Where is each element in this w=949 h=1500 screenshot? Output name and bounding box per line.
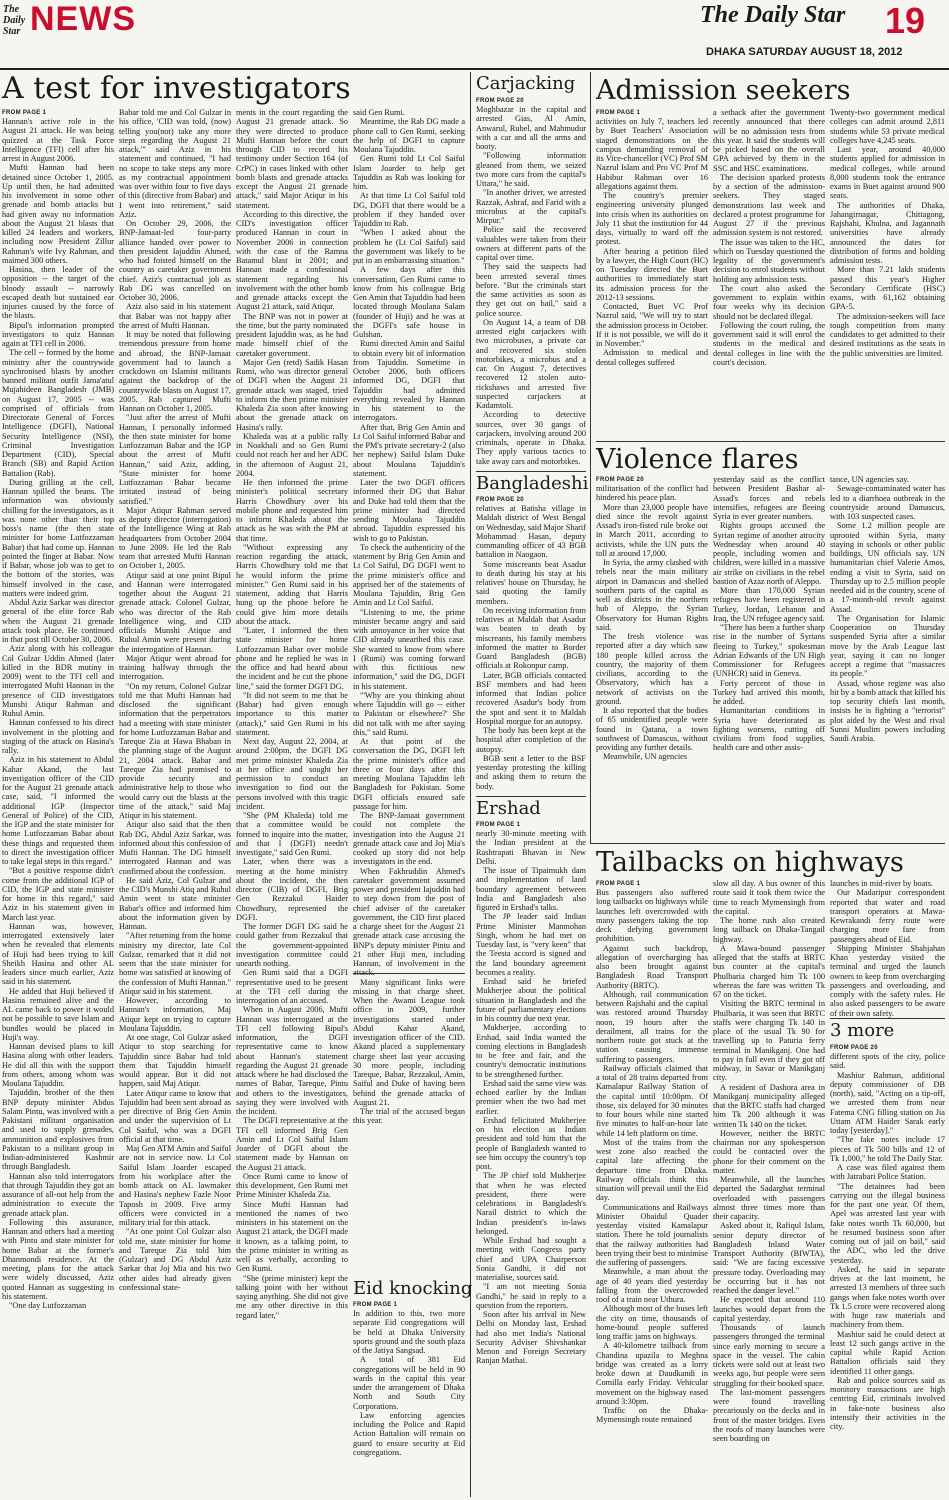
headline-tailbacks: Tailbacks on highways bbox=[596, 847, 904, 878]
paragraph: On receiving information from relatives at Maldah that Asadur was beaten to death by miscreants, his family members informed the matter to Border Guard Bangladesh (BGB) officials at Rokonpur camp. bbox=[476, 605, 586, 671]
paragraph: Rab and police sources said as monitory transactions are high centring Eid, criminals involved in fake-note business also intensify their activities in the city. bbox=[830, 1375, 945, 1431]
paragraph: When Fakhruddin Ahmed's caretaker government assumed power and president Iajuddin had to step down from the post of chief adviser of the caretaker government, the CID first placed a charge sheet for the August 21 grenade attack case accusing the BNP's deputy minister Pintu and 21 other Huji men, including Hannan, of involvement in the bbox=[353, 866, 465, 968]
paragraph: Ershad said the same view was echoed earlier by the Indian premier when the two had met earlier. bbox=[476, 1078, 586, 1116]
paragraph: In Syria, the army clashed with rebels near the main military airport in Damascus and shelled southern parts of the capital as well as districts in the northern hub of Aleppo, the Syrian Observatory for Human Rights said. bbox=[596, 558, 708, 632]
paragraph: At one stage, Col Gulzar asked Atiqur to stop searching for Tajuddin since Babar had told them that Tajuddin himself would appear. But it did not happen, said Maj Atiqur. bbox=[119, 1033, 231, 1089]
story-divider bbox=[830, 1018, 945, 1019]
paragraph: "The detainees had been carrying out the illegal business for the past one year. Of them, Apel was arrested last year with fake notes worth Tk 60,000, but he resumed business soon after coming out of jail on bail," said the ADC, who led the drive yesterday. bbox=[830, 1181, 945, 1265]
paragraph: "Following information gleaned from them, we seized two more cars from the capital's Uttara," he said. bbox=[476, 151, 586, 188]
paragraph: Moghbazar in the capital and arrested Gias, Al Amin, Anwarul, Rubel, and Mahmudur with a car and all the arms and booty. bbox=[476, 105, 586, 151]
source-label: FROM PAGE 1 bbox=[596, 881, 641, 887]
paragraph: said Gen Rumi. bbox=[353, 108, 405, 117]
paragraph: However, according to Hannan's information, Maj Atiqur kept on trying to capture Moulana Tajuddin. bbox=[119, 996, 231, 1033]
paragraph: More than 7.21 lakh students passed this year's Higher Secondary Certificate (HSC) exams, with 61,162 obtaining GPA-5. bbox=[830, 265, 945, 312]
paragraph: However, neither the BRTC chairman nor any spokesperson could be contacted over the phone for their comment on the matter. bbox=[713, 1128, 825, 1175]
headline-investigators: A test for investigators bbox=[2, 71, 351, 106]
paragraph: On August 14, a team of DB arrested eight carjackers with two microbuses, a private car and recovered six stolen motorbikes, a microbus and a car. On August 7, detectives recovered 12 stolen auto-rickshaws and arrested five suspected carjackers at Kadamtoli. bbox=[476, 317, 586, 410]
headline-ershad: Ershad bbox=[476, 798, 541, 819]
paragraph: The fresh violence was reported after a day which saw 180 people killed across the country, the majority of them civilians, according to the Observatory, which has a network of activists on the ground. bbox=[596, 632, 708, 706]
paragraph: "She (prime minister) kept the talking point with her without saying anything. She did not give me any other directive in this regard later," bbox=[236, 1273, 348, 1320]
paragraph: Meantime, the Rab DG made a phone call to Gen Rumi, seeking the help of DGFI to capture Moulana Tajuddin. bbox=[353, 117, 465, 154]
paragraph: "Later, I informed the then state minister for home Lutfozzaman Babar over mobile phone and he replied he was in the office and had heard about the incident and he cut the phone line," said the former DGFI DG. bbox=[236, 626, 348, 691]
paragraph: nearly 30-minute meeting with the Indian president at the Rashtrapati Bhavan in New Delhi. bbox=[476, 829, 586, 866]
story-column bbox=[476, 504, 586, 791]
paragraph: Most of the trains from the west zone also reached the capital late affecting the departure time from Dhaka. Railway officials think this situation will prevail until the Eid day. bbox=[596, 1137, 708, 1203]
paragraph: The trial of the accused began this year. bbox=[353, 1107, 465, 1126]
headline-eid: Eid knocking bbox=[353, 1278, 473, 1299]
paragraph: "In another driver, we arrested Razzak, Ashraf, and Farid with a microbus at the capital's Mirpur." bbox=[476, 188, 586, 225]
paragraph: Mufti Hannan had been detained since October 1, 2005. Up until then, he had admitted his involvement in some other grenade and bomb attacks but had given away no information about the August 21 blasts that killed 24 leaders and workers, including now President Zillur Rahman's wife Ivy Rahman, and maimed 300 others. bbox=[2, 163, 114, 265]
paragraph: At that time Lt Col Saiful told DG, DGFI that there would be a problem if they handed over Tajuddin to Rab. bbox=[353, 191, 465, 228]
paragraph: More than 170,000 Syrian refugees have been registered in Turkey, Jordan, Lebanon and Iraq, the UN refugee agency said. bbox=[713, 586, 825, 623]
paragraph: different spots of the city, police said. bbox=[830, 1052, 945, 1071]
paragraph: The BNP was not in power at the time, but the party nominated president Iajuddin was, as he had made himself chief of the caretaker government. bbox=[236, 311, 348, 358]
paragraph: Atiqur said at one point Bipul and Hannan were interrogated together about the August 21 grenade attack. Colonel Gulzar, who was director of the Rab Intelligence wing, and CID officials Munshi Atique and Ruhul Amin were present during the interrogation of Hannan. bbox=[119, 570, 231, 654]
source-label: FROM PAGE 1 bbox=[2, 110, 47, 116]
paragraph: Bus passengers also suffered long tailbacks on highways while launches left overcrowded with many passengers taking the top deck defying government prohibition. bbox=[596, 888, 708, 944]
paragraph: Hannan also told interrogators that through Tajuddin they got an assurance of all-out help from the administration to execute the grenade attack plan. bbox=[2, 1171, 114, 1218]
paragraph: Assad, whose regime was also hit by a bomb attack that killed his top security chiefs last month, insists he is fighting a "terrorist" plot aided by the West and rival Sunni Muslim powers including Saudi Arabia. bbox=[830, 678, 945, 743]
paragraph: militarisation of the conflict had hindered his peace plan. bbox=[596, 484, 708, 503]
paragraph: Shipping Minister Shahjahan Khan yesterday visited the terminal and urged the launch owners to keep from overcharging passengers and overloading, and comply with the safety rules. He also asked passengers to be aware of their own safety. bbox=[830, 943, 945, 1018]
source-label: FROM PAGE 1 bbox=[596, 110, 641, 116]
paragraph: Khaleda was at a public rally in Noakhali and so Gen Rumi could not reach her and her ADC in the afternoon of August 21, 2004. bbox=[236, 431, 348, 478]
story-column bbox=[830, 108, 945, 437]
paragraph: It also reported that the bodies of 65 unidentified people were found in Qatana, a town southwest of Damascus, without providing any further details. bbox=[596, 706, 708, 752]
paragraph: Maj Gen ATM Amin and Saiful are not in service now. Lt Col Saiful Islam Joarder escaped from his workplace after the bomb attack on AL lawmaker and Hasina's nephew Fazle Noor Taposh in 2009. Five army officers were convicted in a military trial for this attack. bbox=[119, 1144, 231, 1227]
paragraph: Hannan confessed to his direct involvement in the plotting and staging of the attack on Hasina's rally. bbox=[2, 718, 114, 755]
story-column bbox=[596, 888, 708, 1495]
source-label: FROM PAGE 1 bbox=[476, 822, 521, 828]
story-column bbox=[353, 108, 465, 1126]
paragraph: The BNP-Jamaat government could not complete the investigation into the August 21 grenade attack case and Joj Mia's cooked up story did not help investigators in the end. bbox=[353, 811, 465, 867]
paragraph: Later, BGB officials contacted BSF members and had been informed that Indian police recovered Asadur's body from the spot and sent it to Maldah Hospital morgue for an autopsy. bbox=[476, 670, 586, 726]
paragraph: He then informed the prime minister's political secretary Harris Chowdhury over his mobile phone and requested him to inform Khaleda about the attack as he was with the PM at that time. bbox=[236, 478, 348, 543]
paragraph: BGB sent a letter to the BSF yesterday protesting the killing and asking them to return the body. bbox=[476, 753, 586, 791]
masthead bbox=[0, 0, 949, 70]
paragraph: The last-moment passengers were found travelling precariously on the decks and in front of the master bridges. Even the roofs of many launches were seen boarding on bbox=[713, 1387, 825, 1443]
paragraph: He expected that around 110 launches would depart from the capital yesterday. bbox=[713, 1295, 825, 1323]
paragraph: A Mawa-bound passenger alleged that the staffs at BRTC bus counter at the capital's Phulbaria charged him Tk 100 whereas the fare was written Tk 67 on the ticket. bbox=[713, 943, 825, 999]
paragraph: Since Mufti Hannan had mentioned the names of two ministers in his statement on the August 21 attack, the DGFI made it known, as a talking point, to the prime minister in writing as well as verbally, according to Gen Rumi. bbox=[236, 1199, 348, 1274]
paragraph: Law enforcing agencies including the Police and Rapid Action Battalion will remain on guard to ensure security at Eid congregations. bbox=[353, 1410, 465, 1457]
paragraph: The court also asked the government to explain within four weeks why its decision should not be declared illegal. bbox=[713, 283, 825, 321]
paragraph: Aziz along with his colleague Col Gulzar Uddin Ahmed (later killed in the BDR mutiny in 2009) went to the TFI cell and interrogated Mufti Hannan in the presence of CID investigators Munshi Atiqur Rahman and Ruhul Amin. bbox=[2, 644, 114, 718]
paragraph: "Listening to me, the prime minister became angry and said with annoyance in her voice that CID already unearthed this case. She wanted to know from where I (Rumi) was coming forward with this fictitious new information," said the DG, DGFI in his statement. bbox=[353, 607, 465, 691]
paragraph: Mukherjee, according to Ershad, said India wanted the coming elections in Bangladesh to be free and fair, and the country's democratic institutions to be strengthened further. bbox=[476, 1023, 586, 1079]
paragraph: ments in the court regarding the August 21 grenade attack. So they were directed to produce Mufti Hannan before the court through CID to record his testimony under Section 164 (of CrPC) in cases linked with other bomb blasts and grenade attacks except the August 21 grenade attack," said Major Atiqur in his statement. bbox=[236, 108, 348, 210]
paragraph: Traffic on the Dhaka-Mymensingh route remained bbox=[596, 1406, 708, 1425]
paragraph: "When I asked about the problem he (Lt Col Saiful) said the government was likely to be put in an embarrassing situation." bbox=[353, 228, 465, 265]
source-label: FROM PAGE 20 bbox=[476, 497, 524, 503]
paragraph: Mashiur Rahman, additional deputy commissioner of DB (north), said, "Acting on a tip-off, we arrested them from near Fatema CNG filling station on Jia Uttam ATM Haider Sarak early today [yesterday]." bbox=[830, 1070, 945, 1135]
paragraph: Asked about it, Rafiqul Islam, senior deputy director of Bangladesh Inland Water Transport Authority (BIWTA), said: "We are facing excessive pressure today. Overloading may be occurring but it has not reached the danger level." bbox=[713, 1221, 825, 1295]
paragraph: Police said the recovered valuables were taken from their owners at different parts of the capital over time. bbox=[476, 225, 586, 262]
paragraph: The body has been kept at the hospital after completion of the autopsy. bbox=[476, 726, 586, 754]
paragraph: The home rush also created long tailback on Dhaka-Tangail highway. bbox=[713, 916, 825, 944]
headline-three-more: 3 more bbox=[830, 1020, 895, 1041]
paragraph: "It did not seem to me that he (Babar) had given enough importance to this matter (attack)," said Gen Rumi in his statement. bbox=[236, 690, 348, 737]
paragraph: The admission-seekers will face tough competition from many candidates to get admitted to their desired institutions as the seats in the public universities are limited. bbox=[830, 311, 945, 358]
paragraph: Sewage-contaminated water has led to a diarrhoea outbreak in the countryside around Damascus, with 103 suspected cases. bbox=[830, 484, 945, 521]
paragraph: Last year, around 40,000 students applied for admission in medical colleges, while around 8,000 students took the entrance exams in Buet against around 900 seats. bbox=[830, 145, 945, 201]
page-number: 19 bbox=[885, 0, 926, 41]
paragraph: After hearing a petition filed by a lawyer, the High Court (HC) on Tuesday directed the Buet authorities to immediately start its admission process for the 2012-13 sessions. bbox=[596, 246, 708, 302]
paragraph: slow all day. A bus owner of this route said it took them twice the time to reach Mymensingh from the capital. bbox=[713, 879, 825, 916]
paragraph: Major Atiqur Rahman served as deputy director (interrogation) of the Intelligence Wing at Rab headquarters from October 2004 to June 2009. He led the Rab team that arrested Mufti Hannan on October 1, 2005. bbox=[119, 505, 231, 571]
paragraph: During grilling at the cell, Hannan spilled the beans. The information was obviously chilling for the investigators, as it was none other than their top boss's name (the then state minister for home Lutfozzaman Babar) that had come up. Hannan pointed the finger at Babar. Now if Babar, whose job was to get to the bottom of the stories, was himself involved in the case, matters were indeed grim. bbox=[2, 477, 114, 598]
headline-admission: Admission seekers bbox=[596, 75, 851, 106]
paragraph: It may be noted that following tremendous pressure from home and abroad, the BNP-Jamaat government had to launch a crackdown on Islamist militants against the backdrop of the countrywide blasts on August 17, 2005. Rab captured Mufti Hannan on October 1, 2005. bbox=[119, 330, 231, 413]
paragraph: The former DGFI DG said he could gather from Rezzakul that the government-appointed investigation committee could unearth nothing. bbox=[236, 922, 348, 968]
paragraph: Although, rail communication between Rajshahi and the capital was restored around Thursday noon, 19 hours after the derailment, all trains for the northern route got stuck at the station causing immense suffering to passengers. bbox=[596, 989, 708, 1064]
paragraph: The issue was taken to the HC, which on Tuesday questioned the legality of the government's decision to enrol students without holding any admission tests. bbox=[713, 237, 825, 284]
paper-nameplate: The Daily Star bbox=[700, 2, 846, 28]
story-column bbox=[713, 108, 825, 437]
paragraph: Although most of the buses left the city on time, thousands of home-bound people suffered long traffic jams on highways. bbox=[596, 1304, 708, 1341]
paragraph: The DGFI representative at the TFI cell informed Brig Gen Amin and Lt Col Saiful Islam Joarder of DGFI about the statement made by Hannan on the August 21 attack. bbox=[236, 1116, 348, 1172]
paragraph: He said Aziz, Col Gulzar and the CID's Munshi Atiq and Ruhul Amin went to state minister Babar's office and informed him about the information given by Hannan. bbox=[119, 875, 231, 931]
source-label: FROM PAGE 1 bbox=[353, 1302, 398, 1308]
paragraph: Mashiur said he could detect at least 12 such gangs active in the capital while Rapid Action Battalion officials said they identified 11 other gangs. bbox=[830, 1329, 945, 1376]
section-title: NEWS bbox=[30, 0, 136, 38]
paragraph: relatives at Batisha village in Maldah district of West Bengal on Wednesday, said Major Sharif Mohammad Hasan, deputy commanding officer of 43 BGB battalion in Naogaon. bbox=[476, 504, 586, 560]
paragraph: Soon after his arrival in New Delhi on Monday last, Ershad had also met India's National Security Adviser Shivshankar Menon and Foreign Secretary Ranjan Mathai. bbox=[476, 1310, 586, 1366]
paragraph: "She (PM Khaleda) told me that a committee would be formed to inquire into the matter, and that I (DGFI) needn't investigate," said Gen Rumi. bbox=[236, 811, 348, 857]
paragraph: "'Why are you thinking about where Tajuddin will go -- either to Pakistan or elsewhere?' She did not talk with me after saying this," said Rumi. bbox=[353, 690, 465, 737]
paragraph: activities on July 7, teachers led by Buet Teachers' Association staged demonstrations on the campus demanding removal of its Vice-chancellor (VC) Prof SM Nazrul Islam and Pro VC Prof M Habibur Rahman over 16 allegations against them. bbox=[596, 117, 708, 191]
paragraph: According to detective sources, over 30 gangs of carjackers, involving around 200 criminals, operate in Dhaka. They apply various tactics to take away cars and motorbikes. bbox=[476, 410, 586, 466]
paper-logo: The Daily Star bbox=[3, 4, 26, 37]
paragraph: He added that Huji believed if Hasina remained alive and the AL came back to power it would not be possible to save Islam and bundles would be placed in Huji's way. bbox=[2, 986, 114, 1042]
paragraph: Gen Rumi told Lt Col Saiful Islam Joarder to help get Tajuddin as Rab was looking for him. bbox=[353, 154, 465, 191]
paragraph: Meanwhile, a man about the age of 40 years died yesterday falling from the overcrowded roof of a train near Uthura. bbox=[596, 1267, 708, 1304]
paragraph: The cell -- formed by the home ministry after the countrywide synchronised blasts by another banned militant outfit Jama'atul Mujahideen Bangladesh (JMB) on August 17, 2005 -- was comprised of officials from Directorate General of Forces Intelligence (DGFI), National Security Intelligence (NSI), Criminal Investigation Department (CID), Special Branch (SB) and Rapid Action Battalion (Rab). bbox=[2, 348, 114, 478]
source-label: FROM PAGE 20 bbox=[596, 477, 644, 483]
paragraph: Rumi directed Amin and Saiful to obtain every bit of information from Tajuddin. Sometime in October 2006, both officers informed DG, DGFI that Tajuddin had admitted everything revealed by Hannan in his statement to the interrogators. bbox=[353, 339, 465, 423]
paragraph: When in August 2006, Mufti Hannan was interrogated at the TFI cell following Bipul's information, the DGFI representative came to know about Hannan's statement regarding the August 21 grenade attack where he had disclosed the names of Babar, Tareque, Pintu and others to the investigators, saying they were involved with the incident. bbox=[236, 1005, 348, 1116]
paragraph: Admission to medical and dental colleges suffered bbox=[596, 348, 708, 367]
paragraph: In addition to this, two more separate Eid congregations will be held at Dhaka University sports ground and the south plaza of the Jatiya Sangsad. bbox=[353, 1309, 465, 1355]
headline-carjacking: Carjacking bbox=[476, 73, 576, 94]
paragraph: Abdul Aziz Sarkar was director general of the elite force Rab when the August 21 grenade attack took place. He continued in that post till October 30, 2006. bbox=[2, 598, 114, 644]
paragraph: "One day Lutfozzaman bbox=[9, 1301, 87, 1310]
paragraph: Hannan devised plans to kill Hasina along with other leaders. He did all this with the support from others, among whom was Moulana Tajuddin. bbox=[2, 1042, 114, 1088]
paragraph: According to this directive, the CID's investigation officer produced Hannan in court in November 2006 in connection with the case of the Ramna Batamul blast in 2001; and Hannan made a confessional statement regarding his involvement with the other bomb and grenade attacks except the August 21 attack, said Atiqur. bbox=[236, 209, 348, 312]
paragraph: "The fake notes include 17 pieces of Tk 500 bills and 12 of Tk 1,000," he told The Daily Star. bbox=[830, 1135, 945, 1163]
story-column bbox=[830, 879, 945, 1018]
paragraph: Some miscreants beat Asadur to death during his stay at his relatives' house on Thursday, he said quoting the family members. bbox=[476, 559, 586, 606]
paragraph: A total of 381 Eid congregations will be held in 90 wards in the capital this year under the arrangement of Dhaka North and South City Corporations. bbox=[353, 1355, 465, 1411]
paragraph: "After returning from the home ministry my director, late Col Gulzar, remarked that it did not seem that the state minister for home was satisfied at knowing of the confession of Mufti Hannan." Atiqur said in his statement. bbox=[119, 931, 231, 996]
paragraph: Some 1.2 million people are uprooted within Syria, many staying in schools or other public buildings, UN officials say. UN humanitarian chief Valerie Amos, ending a visit to Syria, said on Thursday up to 2.5 million people needed aid in the country, scene of a 17-month-old revolt against Assad. bbox=[830, 521, 945, 614]
paragraph: They said the suspects had been arrested several times before. "But the criminals start the same activities as soon as they get out on bail," said a police source. bbox=[476, 262, 586, 318]
paragraph: Hannan's active role in the August 21 attack. He was being quizzed at the Task Force Intelligence (TFI) cell after his arrest in August 2006. bbox=[2, 117, 114, 163]
paragraph: launches in mid-river by boats. bbox=[830, 879, 933, 888]
story-column bbox=[353, 1309, 465, 1495]
paragraph: The JP leader said Indian Prime Minister Manmohan Singh, whom he had met on Tuesday last, is "very keen" that the Teesta accord is signed and the land boundary agreement becomes a reality. bbox=[476, 912, 586, 977]
story-column bbox=[2, 117, 114, 1495]
paragraph: Bipul's information prompted investigators to quiz Hannan again at TFI cell in 2006. bbox=[2, 320, 114, 348]
dateline: DHAKA SATURDAY AUGUST 18, 2012 bbox=[706, 46, 903, 58]
paragraph: "On my return, Colonel Gulzar told me that Mufti Hannan had disclosed the significant information that the perpetrators had a meeting with state minister for home Lutfozzaman Babar and Tareque Zia at Hawa Bhaban in the planning stage of the August 21, 2004 attack. Babar and Tareque Zia had promised to provide security and administrative help to those who would carry out the blasts at the time of the attack," said Maj Atiqur in his statement. bbox=[119, 681, 231, 820]
paragraph: Many significant links were missing in that charge sheet. When the Awami League took office in 2009, further investigations started under Abdul Kahar Akand, investigation officer of the CID. Akand placed a supplementary charge sheet last year accusing 30 more people, including Tareque, Babar, Rezzakul, Amin, Saiful and Duke of having been behind the grenade attacks of August 21. bbox=[353, 977, 465, 1107]
paragraph: The JP chief told Mukherjee that when he was elected president, there were celebrations in Bangladesh's Narail district to which the Indian president's in-laws belonged. bbox=[476, 1171, 586, 1236]
story-column bbox=[596, 484, 708, 838]
paragraph: Thousands of launch passengers thronged the terminal since early morning to secure a space in the vessel. The cabin tickets were sold out at least two weeks ago, but people were seen struggling for their booked space. bbox=[713, 1323, 825, 1388]
paragraph: "Just after the arrest of Mufti Hannan, I personally informed the then state minister for home Lutfozzaman Babar and the IGP about the arrest of Mufti Hannan," said Aziz, adding, "State minister for home Lutfozzaman Babar became irritated instead of being satisfied." bbox=[119, 413, 231, 506]
paragraph: At that point of the conversation the DG, DGFI left the prime minister's office and three or four days after this meeting Moulana Tajuddin left Bangladesh for Pakistan. Some DGFI officials ensured safe passage for him. bbox=[353, 737, 465, 811]
paragraph: Forty percent of those in Turkey had arrived this month, he added. bbox=[713, 678, 825, 706]
paragraph: Our Madaripur correspondent reported that water and road transport operators at Mawa-Kewrakandi ferry route were charging more fare from passengers ahead of Eid. bbox=[830, 888, 945, 944]
paragraph: A case was filed against them with Jatrabari Police Station. bbox=[830, 1163, 945, 1182]
paragraph: Major Atiqur went abroad for training halfway through the interrogation. bbox=[119, 653, 231, 682]
paragraph: Railway officials claimed that a total of 28 trains departed from Kamalapur Railway Station of the capital until 10:00pm. Of those, six delayed for 30 minutes to four hours while nine started five minutes to half-an-hour late while 14 left platform on time. bbox=[596, 1063, 708, 1138]
paragraph: The Organisation for Islamic Cooperation on Thursday suspended Syria after a similar move by the Arab League last year, saying it can no longer accept a regime that "massacres its people." bbox=[830, 613, 945, 679]
paragraph: The authorities of Dhaka, Jahangirnagar, Chittagong, Rajshahi, Khulna, and Jagannath universities have already announced the dates for distribution of forms and holding admission tests. bbox=[830, 200, 945, 265]
paragraph: "I am not meeting Sonia Gandhi," he said in reply to a question from the reporters. bbox=[476, 1282, 586, 1310]
paragraph: Atiqur also said that the then Rab DG, Abdul Aziz Sarkar, was informed about this confession of Mufti Hannan. The DG himself interrogated Hannan and was confirmed about the confession. bbox=[119, 820, 231, 876]
column-divider bbox=[590, 72, 591, 844]
story-divider bbox=[476, 796, 586, 797]
paragraph: Aziz in his statement to Abdul Kahar Akand, the last investigation officer of the CID for the August 21 grenade attack case, said, "I informed the additional IGP (Inspector General of Police) of the CID, the IGP and the state minister for home Lutfozzaman Babar about these things and requested them to direct the investigation officer to take legal steps in this regard." bbox=[2, 755, 114, 866]
paragraph: Rights groups accused the Syrian regime of another atrocity Wednesday when around 40 people, including women and children, were killed in a massive air strike on civilians in the rebel bastion of Azaz north of Aleppo. bbox=[713, 521, 825, 586]
paragraph: Ershad said he briefed Mukherjee about the political situation in Bangladesh and the future of parliamentary elections in his country due next year. bbox=[476, 977, 586, 1023]
paragraph: yesterday said as the conflict between President Bashar al-Assad's forces and rebels intensifies, refugees are fleeing Syria in ever greater numbers. bbox=[713, 475, 825, 521]
paragraph: Babar told me and Col Gulzar in his office, 'CID was told, (now) telling you(not) take any more steps regarding the August 21 attack,'" said Aziz in his statement and continued, "I had no scope to take steps any more as my contractual appointment was over within four to five days of this (directive from Babar) and I went into retirement," said Aziz. bbox=[119, 108, 231, 219]
paragraph: A few days after this conversation, Gen Rumi came to know from his colleague Brig Gen Amin that Tajuddin had been located through Moulana Salam (founder of Huji) and he was at the DGFI's safe house in Gulshan. bbox=[353, 265, 465, 339]
paragraph: While Ershad had sought a meeting with Congress party chief and UPA Chairperson Sonia Gandhi, it did not materialise, sources said. bbox=[476, 1236, 586, 1282]
paragraph: "But a positive response didn't come from the additional IGP of CID, the IGP and state minister for home in this regard," said Aziz in his statement given in March last year. bbox=[2, 866, 114, 922]
source-label: FROM PAGE 20 bbox=[830, 1045, 878, 1051]
story-column bbox=[596, 117, 708, 437]
paragraph: Later Atiqur came to know that Tajuddin had been sent abroad as per directive of Brig Gen Amin and under the supervision of Lt Col Saiful, who was a DGFI official at that time. bbox=[119, 1088, 231, 1144]
headline-violence: Violence flares bbox=[596, 444, 799, 475]
paragraph: The decision sparked protests by a section of the admission-seekers. They staged demonstrations last week and declared a protest programme for August 27 if the previous admission system is not restored. bbox=[713, 172, 825, 238]
paragraph: The country's premier engineering university plunged into crisis when its authorities on July 11 shut the institution for 44 days, virtually to ward off the protest. bbox=[596, 191, 708, 247]
paragraph: Against such backdrop, allegation of overcharging has also been brought against Bangladesh Road Transport Authority (BRTC). bbox=[596, 943, 708, 990]
paragraph: Once Rumi came to know of this development, Gen Rumi met Prime Minister Khaleda Zia. bbox=[236, 1171, 348, 1200]
paragraph: Asked, he said in separate drives at the last moment, he arrested 13 members of three such gangs when fake notes worth over Tk 1.5 crore were recovered along with huge raw materials and machinery from them. bbox=[830, 1264, 945, 1330]
paragraph: Tajuddin, brother of the then BNP deputy minister Abdus Salam Pintu, was involved with a Pakistani militant organisation and used to supply grenades, ammunition and explosives from Pakistan to a militant group in Indian-administered Kashmir through Bangladesh. bbox=[2, 1088, 114, 1172]
paragraph: Hannan was, however, interrogated extensively later when he revealed that elements of Huji had been trying to kill Sheikh Hasina and other AL leaders since much earlier, Aziz said in his statement. bbox=[2, 921, 114, 987]
paragraph: Aziz also said in his statement that Babar was not happy after the arrest of Mufti Hannan. bbox=[119, 302, 231, 330]
paragraph: Contacted, Buet VC Prof Nazrul said, "We will try to start the admission process in October. If it is not possible, we will do it in November." bbox=[596, 302, 708, 348]
paragraph: Gen Rumi said that a DGFI representative used to be present at the TFI cell during the interrogation of an accused. bbox=[236, 968, 348, 1005]
paragraph: Later, when there was a meeting at the home ministry about the incident, the then director (CIB) of DGFI, Brig Gen Rezzakul Haider Chowdhury, represented the DGFI. bbox=[236, 857, 348, 922]
story-column bbox=[713, 879, 825, 1495]
paragraph: To check the authenticity of the statement by Brig Gen Amin and Lt Col Saiful, DG DGFI went to the prime minister's office and apprised her of the statements of Moulana Tajuddin, Brig Gen Amin and Lt Col Saiful. bbox=[353, 542, 465, 608]
paragraph: Meanwhile, all the launches departed the Sadarghat terminal overloaded with passengers almost three times more than their capacity. bbox=[713, 1175, 825, 1221]
paragraph: Major Gen (retd) Sadik Hasan Rumi, who was director general of DGFI when the August 21 grenade attack was staged, tried to inform the then prime minister Khaleda Zia soon after knowing about the grenade attack on Hasina's rally. bbox=[236, 357, 348, 432]
story-column bbox=[476, 829, 586, 1494]
story-divider bbox=[596, 441, 945, 442]
paragraph: Following this assurance, Hannan and others had a meeting with Pintu and state minister for home Babar at the former's Dhanmondi residence. At the meeting, plans for the attack were widely discussed, Aziz quoted Hannan as suggesting in his statement. bbox=[2, 1217, 114, 1301]
paragraph: On October 29, 2006, the BNP-Jamaat-led four-party alliance handed over power to then president Iajuddin Ahmed, who had foisted himself on the country as caretaker government chief. Aziz's contractual job as Rab DG was cancelled on October 30, 2006. bbox=[119, 219, 231, 302]
story-column bbox=[713, 475, 825, 838]
paragraph: "There has been a further sharp rise in the number of Syrians fleeing to Turkey," spokesman Adrian Edwards of the UN High Commissioner for Refugees (UNHCR) said in Geneva. bbox=[713, 623, 825, 679]
paragraph: tance, UN agencies say. bbox=[830, 475, 909, 484]
story-column bbox=[830, 475, 945, 838]
paragraph: More than 23,000 people have died since the revolt against Assad's iron-fisted rule broke out in March 2011, according to activists, while the UN puts the toll at around 17,000. bbox=[596, 502, 708, 558]
paragraph: a setback after the government recently announced that there will be no admission tests from this year. It said the students will be picked based on the overall GPA achieved by them in the SSC and HSC examinations. bbox=[713, 108, 825, 173]
story-column bbox=[119, 108, 231, 1495]
story-column bbox=[476, 105, 586, 467]
story-column bbox=[830, 1052, 945, 1495]
paragraph: Hasina, then leader of the opposition -- the target of the bloody assault -- narrowly escaped death but sustained ear injuries caused by the force of the blasts. bbox=[2, 265, 114, 321]
paragraph: A resident of Dashora area in Manikganj municipality alleged that the BRTC staffs had charged him Tk 200 although it was written Tk 140 on the ticket. bbox=[713, 1082, 825, 1129]
paragraph: Visiting the BRTC terminal in Phulbaria, it was seen that BRTC staffs were charging Tk 140 in place of the usual Tk 90 for travelling up to Paturia ferry terminal in Manikganj. One had to pay in full even if they got off midway, in Savar or Manikganj city. bbox=[713, 999, 825, 1083]
source-label: FROM PAGE 20 bbox=[476, 98, 524, 104]
story-column bbox=[236, 108, 348, 1495]
story-divider bbox=[353, 973, 465, 974]
paragraph: Later the two DGFI officers informed their DG that Babar and Duke had told them that the prime minister had directed sending Moulana Tajuddin abroad. Tajuddin expressed his wish to go to Pakistan. bbox=[353, 478, 465, 543]
story-divider bbox=[590, 843, 945, 844]
paragraph: Communications and Railways Minister Obaidul Quader yesterday visited Kamalapur station. There he told journalists that the railway authorities had been trying their best to minimise the suffering of passengers. bbox=[596, 1202, 708, 1267]
paragraph: Meanwhile, UN agencies bbox=[603, 752, 688, 762]
paragraph: Following the court ruling, the government said it will enrol the students in the medical and dental colleges in line with the court's decision. bbox=[713, 320, 825, 367]
paragraph: "At one point Col Gulzar also told me, state minister for home and Tareque Zia told him (Gulzar) and DG Abdul Aziz Sarkar that Joj Mia and his two other aides had already given confessional state- bbox=[119, 1227, 231, 1292]
paragraph: Next day, August 22, 2004, at around 2:00pm, the DGFI DG met prime minister Khaleda Zia at her office and sought her permission to conduct an investigation to find out the persons involved with this tragic incident. bbox=[236, 737, 348, 811]
paragraph: The issue of Tipaimukh dam and implementation of land boundary agreement between India and Bangladesh also figured in Ershad's talks. bbox=[476, 866, 586, 912]
paragraph: After that, Brig Gen Amin and Lt Col Saiful informed Babar and the PM's private secretary-2 (also her nephew) Saiful Islam Duke about Moulana Tajuddin's statement. bbox=[353, 422, 465, 478]
paragraph: Ershad felicitated Mukherjee on his election as Indian president and told him that the people of Bangladesh wanted to see him occupy the country's top post. bbox=[476, 1115, 586, 1171]
story-divider bbox=[476, 471, 586, 472]
paragraph: A 40-kilometre tailback from Chandina upazila to Meghna bridge was created as a lorry broke down at Daudkandi in Comilla early Friday. Vehicular movement on the highway eased around 3:30pm. bbox=[596, 1341, 708, 1406]
headline-bangladeshi: Bangladeshi bbox=[476, 473, 589, 494]
paragraph: "Without expressing any reaction regarding the attack, Harris Chowdhury told me that he would inform the prime minister." Gen Rumi said in his statement, adding that Harris hung up the phone before he could give him more details about the attack. bbox=[236, 542, 348, 626]
paragraph: Twenty-two government medical colleges can admit around 2,811 students while 53 private medical colleges have 4,245 seats. bbox=[830, 108, 945, 145]
paragraph: Humanitarian conditions in Syria have deteriorated as fighting worsens, cutting off civilians from food supplies, health care and other assis- bbox=[713, 706, 825, 753]
